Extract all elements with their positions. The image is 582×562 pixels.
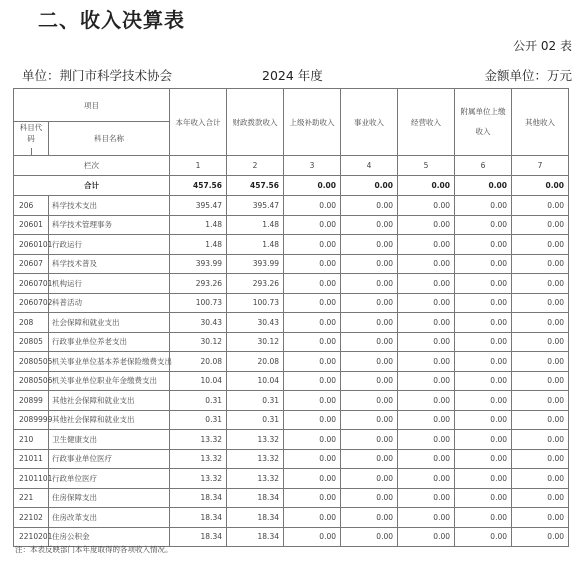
amount-cell: 0.00 [398, 488, 455, 508]
amount-cell: 0.00 [341, 469, 398, 489]
amount-cell: 0.00 [398, 274, 455, 294]
amount-cell: 0.00 [398, 391, 455, 411]
subject-code-cell: 20899 [14, 391, 49, 411]
amount-cell: 0.31 [170, 391, 227, 411]
subject-name-cell: 行政事业单位医疗 [49, 449, 170, 469]
subject-name-cell: 住房改革支出 [49, 508, 170, 528]
amount-cell: 10.04 [227, 371, 284, 391]
amount-cell: 0.00 [341, 430, 398, 450]
amount-cell: 0.00 [398, 332, 455, 352]
total-value: 0.00 [341, 176, 398, 196]
subject-name-cell: 行政运行 [49, 235, 170, 255]
amount-cell: 293.26 [170, 274, 227, 294]
page-title: 二、收入决算表 [38, 8, 185, 32]
subject-code-cell: 20805 [14, 332, 49, 352]
amount-cell: 0.00 [284, 488, 341, 508]
total-value: 0.00 [455, 176, 512, 196]
amount-cell: 0.00 [398, 371, 455, 391]
amount-cell: 393.99 [170, 254, 227, 274]
amount-cell: 0.00 [398, 410, 455, 430]
amount-cell: 0.00 [341, 508, 398, 528]
amount-cell: 0.31 [170, 410, 227, 430]
table-row [14, 235, 569, 255]
subject-code-header: 科目代码 [14, 122, 49, 156]
table-row [14, 391, 569, 411]
amount-cell: 0.00 [512, 410, 569, 430]
amount-cell: 13.32 [227, 469, 284, 489]
col-number: 6 [455, 156, 512, 176]
subject-name-cell: 其他社会保障和就业支出 [49, 410, 170, 430]
subject-code-cell: 2210201 [14, 527, 49, 547]
amount-cell: 0.00 [341, 391, 398, 411]
amount-cell: 0.00 [455, 391, 512, 411]
amount-cell: 0.00 [398, 313, 455, 333]
income-table [13, 88, 569, 547]
amount-cell: 0.00 [398, 469, 455, 489]
amount-cell: 0.00 [512, 293, 569, 313]
amount-cell: 0.00 [341, 527, 398, 547]
amount-cell: 1.48 [170, 215, 227, 235]
amount-cell: 0.00 [512, 235, 569, 255]
table-row [14, 313, 569, 333]
amount-cell: 395.47 [170, 196, 227, 216]
amount-cell: 0.00 [341, 488, 398, 508]
amount-cell: 0.00 [455, 196, 512, 216]
amount-cell: 0.00 [512, 254, 569, 274]
amount-cell: 18.34 [170, 508, 227, 528]
amount-cell: 0.00 [398, 235, 455, 255]
subject-name-cell: 科学技术普及 [49, 254, 170, 274]
amount-cell: 0.00 [341, 352, 398, 372]
amount-cell: 18.34 [170, 488, 227, 508]
amount-cell: 20.08 [170, 352, 227, 372]
amount-cell: 0.00 [284, 293, 341, 313]
amount-cell: 0.00 [284, 332, 341, 352]
total-value: 0.00 [284, 176, 341, 196]
amount-cell: 0.00 [398, 430, 455, 450]
subject-code-cell: 2060101 [14, 235, 49, 255]
subject-code-cell: 2080506 [14, 371, 49, 391]
amount-cell: 0.00 [284, 469, 341, 489]
amount-cell: 18.34 [227, 527, 284, 547]
amount-cell: 0.00 [512, 371, 569, 391]
amount-cell: 0.00 [341, 410, 398, 430]
amount-cell: 0.00 [512, 449, 569, 469]
amount-cell: 13.32 [170, 430, 227, 450]
table-row [14, 352, 569, 372]
amount-cell: 0.00 [284, 410, 341, 430]
amount-cell: 0.00 [512, 469, 569, 489]
amount-cell: 0.00 [455, 235, 512, 255]
subject-code-cell: 2080505 [14, 352, 49, 372]
subject-code-cell: 2060701 [14, 274, 49, 294]
col-number: 1 [170, 156, 227, 176]
amount-cell: 13.32 [170, 469, 227, 489]
amount-cell: 30.12 [227, 332, 284, 352]
amount-cell: 0.00 [512, 274, 569, 294]
amount-cell: 13.32 [170, 449, 227, 469]
amount-cell: 0.00 [455, 274, 512, 294]
amount-cell: 20.08 [227, 352, 284, 372]
subject-code-cell: 206 [14, 196, 49, 216]
amount-cell: 0.00 [455, 313, 512, 333]
amount-cell: 0.00 [455, 371, 512, 391]
subject-name-cell: 机构运行 [49, 274, 170, 294]
amount-cell: 0.00 [398, 508, 455, 528]
col7-header: 其他收入 [512, 89, 569, 156]
amount-cell: 0.00 [284, 527, 341, 547]
col-number: 3 [284, 156, 341, 176]
col-number: 2 [227, 156, 284, 176]
subject-name-cell: 机关事业单位基本养老保险缴费支出 [49, 352, 170, 372]
subject-code-cell: 22102 [14, 508, 49, 528]
amount-cell: 0.00 [512, 430, 569, 450]
amount-cell: 13.32 [227, 449, 284, 469]
amount-cell: 30.12 [170, 332, 227, 352]
amount-cell: 13.32 [227, 430, 284, 450]
table-row [14, 274, 569, 294]
column-number-row [14, 156, 569, 176]
amount-cell: 0.00 [341, 254, 398, 274]
amount-cell: 0.00 [512, 215, 569, 235]
col3-header: 上级补助收入 [284, 89, 341, 156]
col6-header: 附属单位上缴收入 [455, 89, 512, 156]
amount-cell: 0.00 [455, 410, 512, 430]
table-row [14, 293, 569, 313]
amount-cell: 100.73 [227, 293, 284, 313]
amount-cell: 0.00 [284, 196, 341, 216]
col-number: 7 [512, 156, 569, 176]
amount-cell: 0.00 [398, 293, 455, 313]
total-value: 457.56 [227, 176, 284, 196]
amount-cell: 0.00 [455, 352, 512, 372]
amount-cell: 0.00 [455, 527, 512, 547]
amount-cell: 0.00 [455, 508, 512, 528]
subject-code-cell: 210 [14, 430, 49, 450]
subject-code-cell: 2060702 [14, 293, 49, 313]
col1-header: 本年收入合计 [170, 89, 227, 156]
subject-name-cell: 社会保障和就业支出 [49, 313, 170, 333]
amount-cell: 0.31 [227, 391, 284, 411]
form-code: 公开 02 表 [513, 39, 572, 53]
amount-cell: 0.31 [227, 410, 284, 430]
amount-cell: 393.99 [227, 254, 284, 274]
subject-code-cell: 20601 [14, 215, 49, 235]
subject-name-cell: 科学技术管理事务 [49, 215, 170, 235]
amount-cell: 0.00 [455, 449, 512, 469]
amount-cell: 0.00 [341, 235, 398, 255]
subject-name-cell: 住房公积金 [49, 527, 170, 547]
subject-code-cell: 20607 [14, 254, 49, 274]
amount-cell: 18.34 [170, 527, 227, 547]
amount-cell: 100.73 [170, 293, 227, 313]
amount-cell: 0.00 [455, 469, 512, 489]
amount-cell: 0.00 [512, 352, 569, 372]
amount-cell: 0.00 [398, 196, 455, 216]
col-number: 5 [398, 156, 455, 176]
total-value: 457.56 [170, 176, 227, 196]
subject-name-cell: 卫生健康支出 [49, 430, 170, 450]
subject-name-cell: 科普活动 [49, 293, 170, 313]
amount-cell: 0.00 [284, 508, 341, 528]
subject-code-cell: 2101101 [14, 469, 49, 489]
col2-header: 财政拨款收入 [227, 89, 284, 156]
table-row [14, 449, 569, 469]
amount-cell: 1.48 [227, 215, 284, 235]
amount-cell: 0.00 [455, 488, 512, 508]
table-row [14, 430, 569, 450]
amount-cell: 0.00 [284, 430, 341, 450]
year-label: 2024 年度 [262, 68, 323, 83]
subject-name-cell: 行政单位医疗 [49, 469, 170, 489]
total-value: 0.00 [398, 176, 455, 196]
amount-cell: 18.34 [227, 488, 284, 508]
amount-cell: 0.00 [512, 527, 569, 547]
amount-cell: 0.00 [284, 274, 341, 294]
subject-name-cell: 科学技术支出 [49, 196, 170, 216]
amount-cell: 0.00 [398, 254, 455, 274]
unit-label: 单位：荆门市科学技术协会 [22, 68, 173, 83]
amount-cell: 30.43 [227, 313, 284, 333]
amount-cell: 395.47 [227, 196, 284, 216]
amount-cell: 0.00 [341, 313, 398, 333]
amount-cell: 0.00 [512, 391, 569, 411]
amount-cell: 0.00 [455, 332, 512, 352]
table-row [14, 488, 569, 508]
amount-cell: 0.00 [455, 430, 512, 450]
total-row [14, 176, 569, 196]
amount-cell: 0.00 [398, 215, 455, 235]
table-row [14, 196, 569, 216]
subject-name-cell: 行政事业单位养老支出 [49, 332, 170, 352]
subject-code-cell: 208 [14, 313, 49, 333]
subject-name-cell: 住房保障支出 [49, 488, 170, 508]
amount-cell: 0.00 [341, 371, 398, 391]
amount-cell: 0.00 [341, 196, 398, 216]
table-row [14, 371, 569, 391]
amount-cell: 0.00 [398, 527, 455, 547]
amount-cell: 18.34 [227, 508, 284, 528]
amount-cell: 0.00 [284, 313, 341, 333]
amount-cell: 0.00 [284, 391, 341, 411]
amount-cell: 0.00 [398, 449, 455, 469]
subject-code-cell: 221 [14, 488, 49, 508]
subject-name-header: 科目名称 [49, 122, 170, 156]
amount-cell: 0.00 [512, 332, 569, 352]
amount-cell: 0.00 [284, 352, 341, 372]
table-row [14, 410, 569, 430]
amount-cell: 0.00 [512, 508, 569, 528]
subject-name-cell: 其他社会保障和就业支出 [49, 391, 170, 411]
amount-cell: 0.00 [512, 196, 569, 216]
amount-cell: 1.48 [227, 235, 284, 255]
amount-cell: 0.00 [341, 274, 398, 294]
col4-header: 事业收入 [341, 89, 398, 156]
table-row [14, 215, 569, 235]
project-header: 项目 [14, 89, 170, 122]
amount-cell: 0.00 [284, 254, 341, 274]
amount-cell: 0.00 [284, 235, 341, 255]
amount-cell: 30.43 [170, 313, 227, 333]
amount-cell: 0.00 [341, 332, 398, 352]
amount-cell: 0.00 [284, 371, 341, 391]
amount-cell: 0.00 [512, 313, 569, 333]
subject-name-cell: 机关事业单位职业年金缴费支出 [49, 371, 170, 391]
amount-cell: 0.00 [455, 215, 512, 235]
amount-cell: 0.00 [455, 293, 512, 313]
amount-cell: 0.00 [512, 488, 569, 508]
row-no-label: 栏次 [14, 156, 170, 176]
total-label: 合计 [14, 176, 170, 196]
amount-cell: 0.00 [341, 215, 398, 235]
table-row [14, 508, 569, 528]
col5-header: 经营收入 [398, 89, 455, 156]
amount-cell: 0.00 [455, 254, 512, 274]
col-number: 4 [341, 156, 398, 176]
amount-cell: 0.00 [398, 352, 455, 372]
amount-cell: 293.26 [227, 274, 284, 294]
table-row [14, 469, 569, 489]
amount-cell: 0.00 [341, 449, 398, 469]
amount-cell: 10.04 [170, 371, 227, 391]
amount-cell: 1.48 [170, 235, 227, 255]
total-value: 0.00 [512, 176, 569, 196]
amount-cell: 0.00 [341, 293, 398, 313]
table-row [14, 254, 569, 274]
table-row [14, 332, 569, 352]
footnote: 注：本表反映部门本年度取得的各项收入情况。 [15, 545, 173, 554]
amount-cell: 0.00 [284, 215, 341, 235]
subject-code-cell: 21011 [14, 449, 49, 469]
subject-code-cell: 2089999 [14, 410, 49, 430]
amount-cell: 0.00 [284, 449, 341, 469]
money-unit-label: 金额单位：万元 [484, 68, 572, 83]
